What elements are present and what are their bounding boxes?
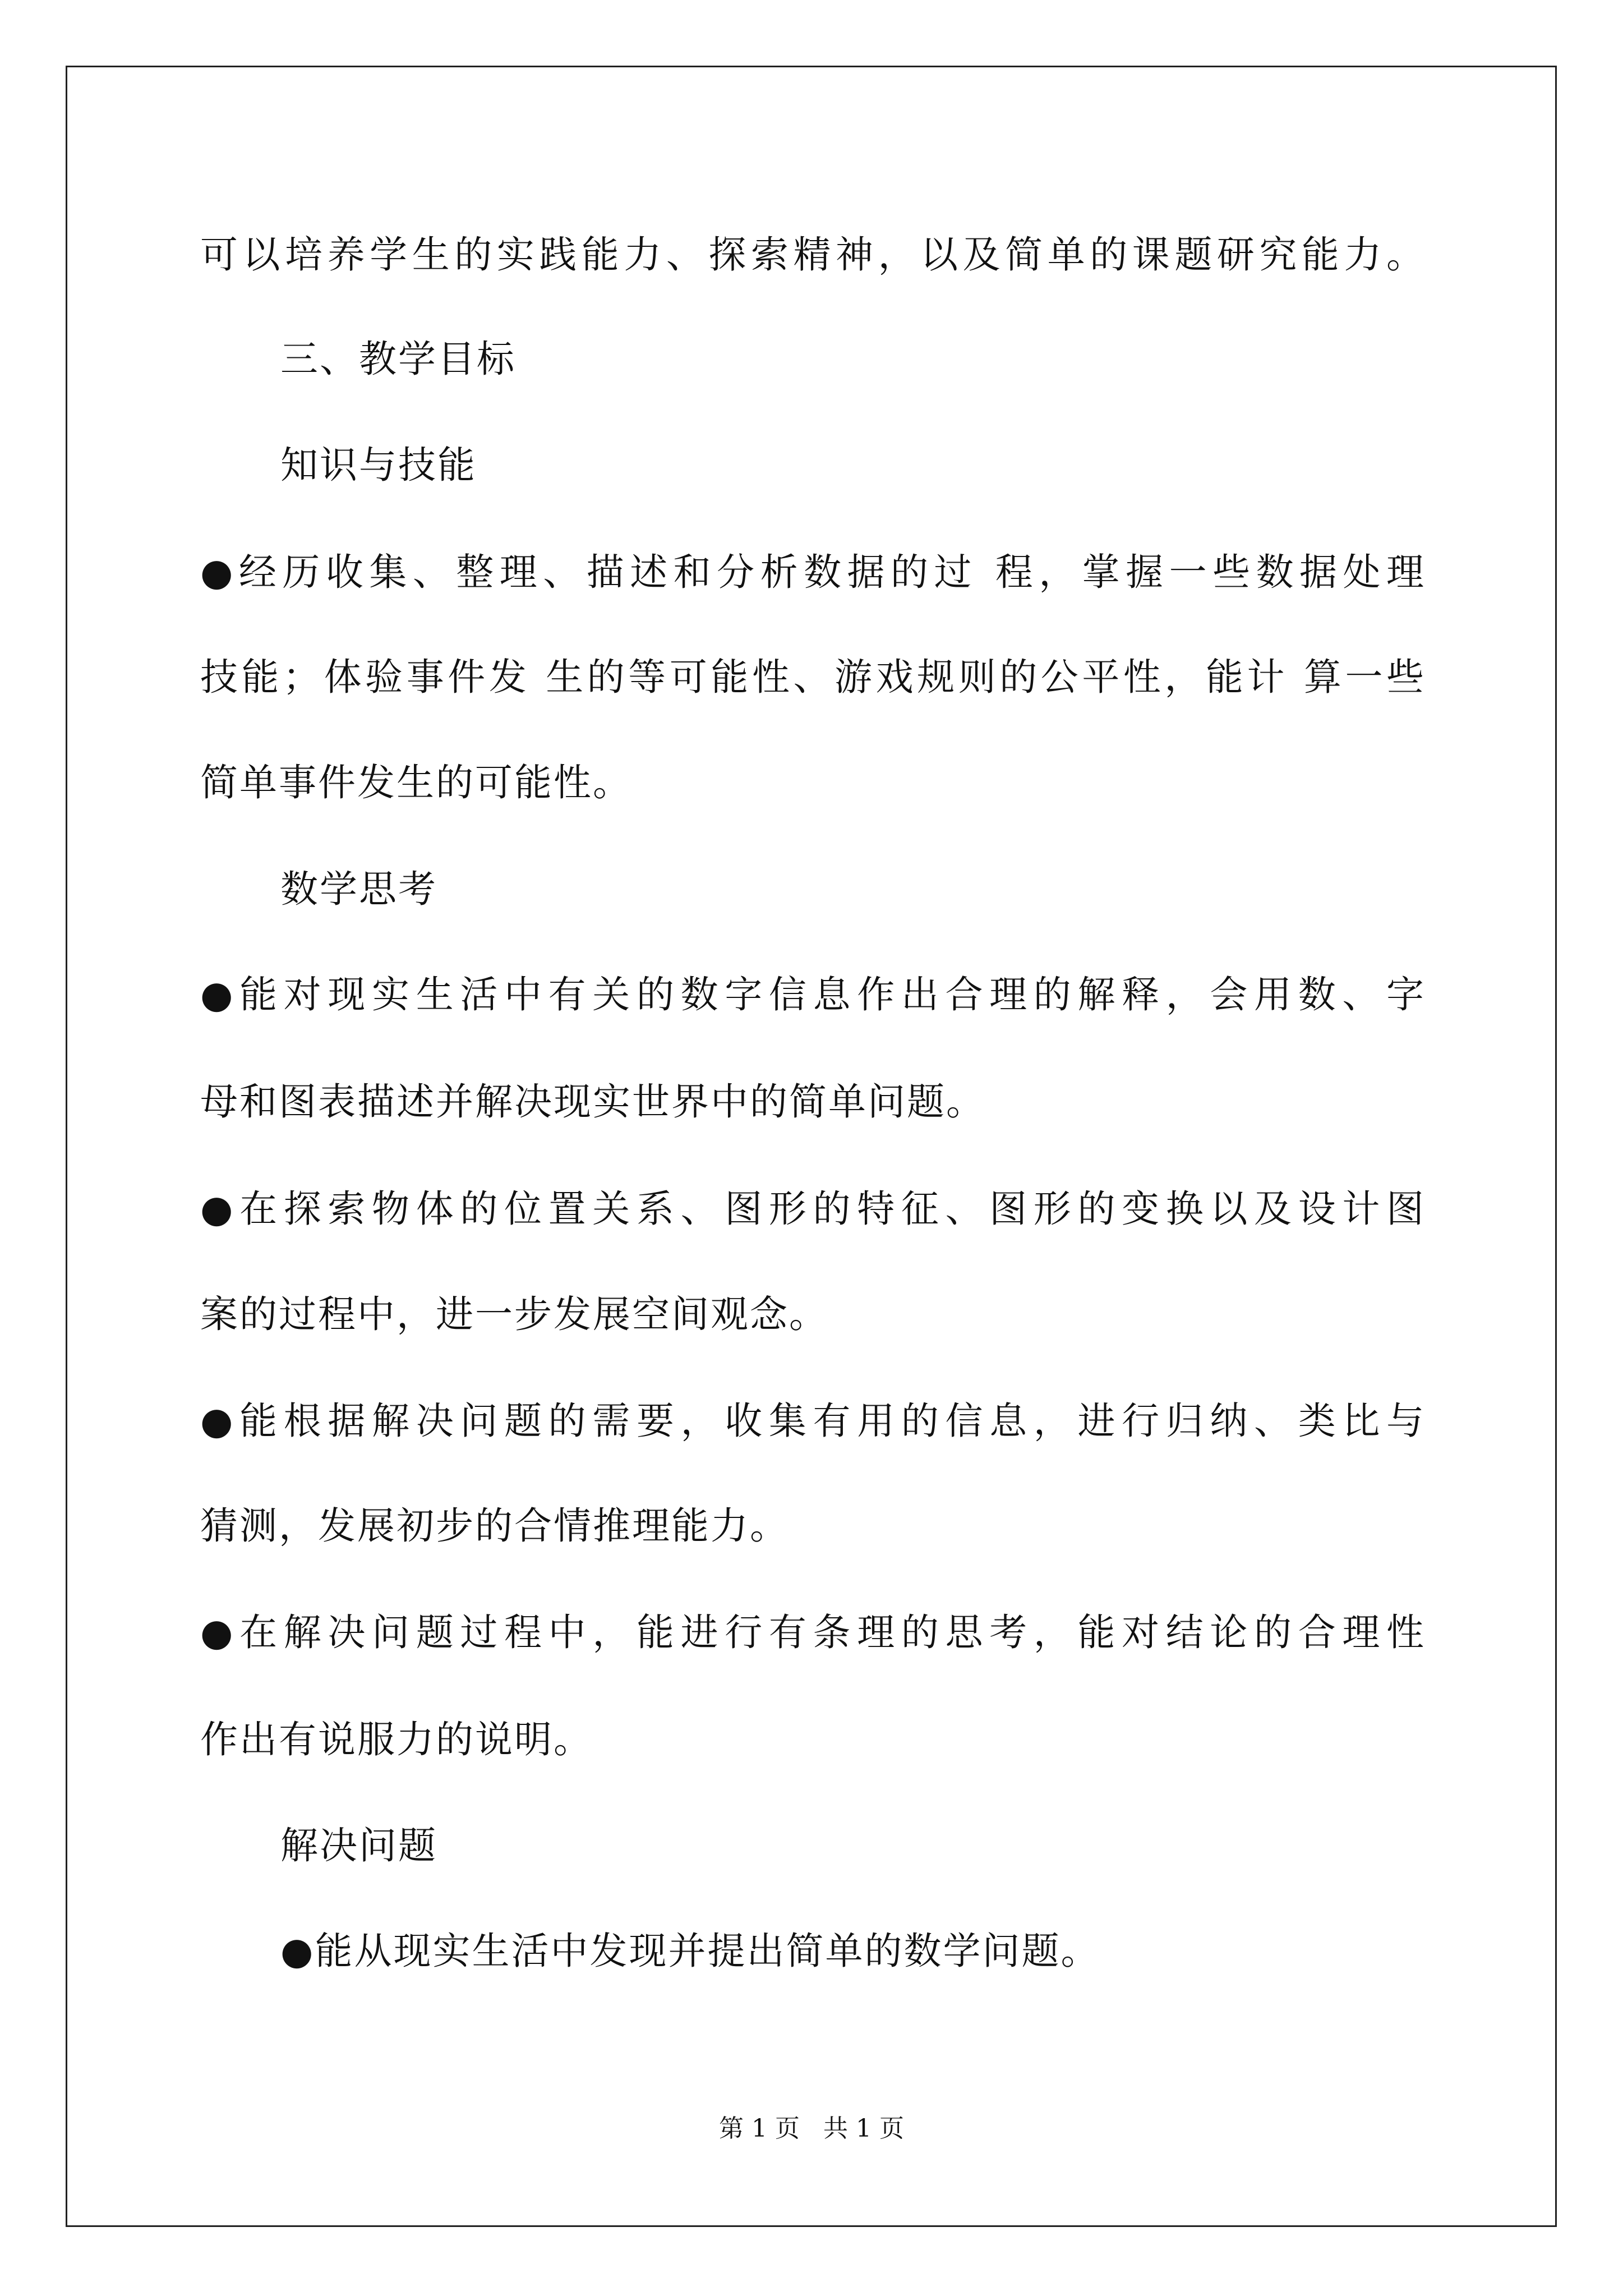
bullet-line-data-processing: ●经历收集、整理、描述和分析数据的过 程，掌握一些数据处理 — [200, 550, 1426, 594]
bullet-line-find-problems: ●能从现实生活中发现并提出简单的数学问题。 — [280, 1929, 1100, 1973]
subheading-knowledge-skills: 知识与技能 — [280, 443, 477, 487]
bullet-line-digital-info-end: 母和图表描述并解决现实世界中的简单问题。 — [200, 1080, 985, 1124]
section-heading-teaching-objectives: 三、教学目标 — [280, 337, 516, 381]
bullet-line-probability-end: 简单事件发生的可能性。 — [200, 761, 632, 804]
bullet-line-reasoning: ●能根据解决问题的需要，收集有用的信息，进行归纳、类比与 — [200, 1399, 1426, 1443]
page-footer: 第 1 页 共 1 页 — [719, 2114, 904, 2143]
bullet-line-digital-info: ●能对现实生活中有关的数字信息作出合理的解释，会用数、字 — [200, 973, 1426, 1016]
subheading-problem-solving: 解决问题 — [280, 1824, 437, 1867]
page-frame — [66, 66, 1557, 2227]
bullet-line-reasoning-end: 猜测，发展初步的合情推理能力。 — [200, 1504, 789, 1548]
body-line-training-goal: 可以培养学生的实践能力、探索精神，以及简单的课题研究能力。 — [200, 233, 1426, 277]
subheading-math-thinking: 数学思考 — [280, 867, 437, 911]
bullet-line-orderly-thinking: ●在解决问题过程中，能进行有条理的思考，能对结论的合理性 — [200, 1611, 1426, 1654]
bullet-line-spatial: ●在探索物体的位置关系、图形的特征、图形的变换以及设计图 — [200, 1187, 1426, 1231]
bullet-line-probability: 技能；体验事件发 生的等可能性、游戏规则的公平性，能计 算一些 — [200, 655, 1426, 699]
bullet-line-spatial-end: 案的过程中，进一步发展空间观念。 — [200, 1292, 828, 1336]
bullet-line-orderly-thinking-end: 作出有说服力的说明。 — [200, 1718, 593, 1761]
